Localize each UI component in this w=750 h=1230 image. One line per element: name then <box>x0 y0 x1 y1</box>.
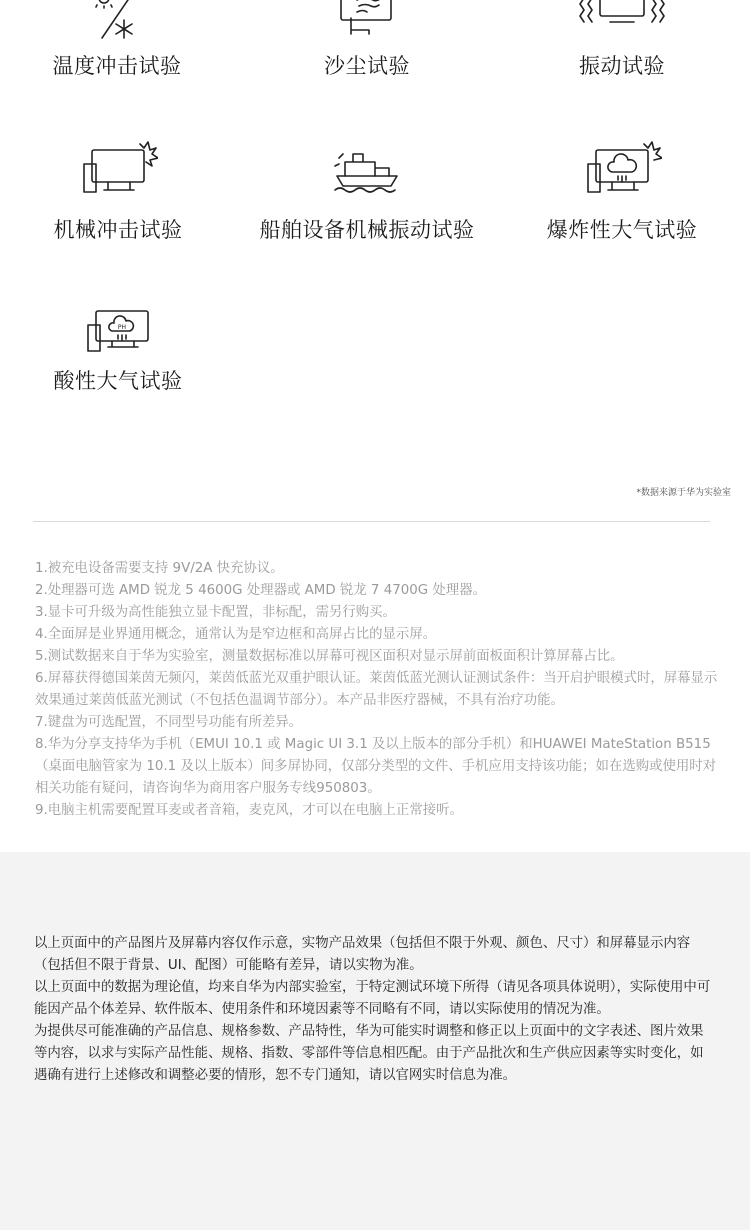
ship-vibration-icon <box>327 140 407 196</box>
footnote-item: 3.显卡可升级为高性能独立显卡配置，非标配，需另行购买。 <box>35 605 396 620</box>
test-item-mechanical-shock <box>0 140 243 244</box>
footnote-item: 6.屏幕获得德国莱茵无频闪，莱茵低蓝光双重护眼认证。莱茵低蓝光测认证测试条件：当开启护眼模式时，屏幕显示效果通过莱茵低蓝光测试（不包括色温调节部分）。本产品非医疗器械，不具有治疗功能。 <box>35 671 718 708</box>
divider <box>33 521 710 522</box>
mechanical-shock-icon <box>78 140 158 196</box>
test-label: 温度冲击试验 <box>52 54 182 78</box>
test-label: 船舶设备机械振动试验 <box>259 218 475 242</box>
test-label: 酸性大气试验 <box>53 369 183 393</box>
test-item-vibration <box>497 0 747 80</box>
disclaimer-paragraph: 以上页面中的数据为理论值，均来自华为内部实验室，于特定测试环境下所得（请见各项具体说明），实际使用中可能因产品个体差异、软件版本、使用条件和环境因素等不同略有不同，请以实际使用的情况为准。 <box>34 980 711 1017</box>
disclaimer-paragraph: 为提供尽可能准确的产品信息、规格参数、产品特性，华为可能实时调整和修正以上页面中的文字表述、图片效果等内容，以求与实际产品性能、规格、指数、零部件等信息相匹配。由于产品批次和生产供应因素等实时变化，如遇确有进行上述修改和调整必要的情形，恕不专门通知，请以官网实时信息为准。 <box>34 1024 704 1083</box>
sand-dust-icon <box>327 0 407 40</box>
environmental-tests-grid <box>0 0 750 470</box>
footnote-item: 7.键盘为可选配置，不同型号功能有所差异。 <box>35 715 303 730</box>
thermal-shock-icon <box>82 0 152 40</box>
disclaimer-paragraph: 以上页面中的产品图片及屏幕内容仅作示意，实物产品效果（包括但不限于外观、颜色、尺寸）和屏幕显示内容（包括但不限于背景、UI、配图）可能略有差异，请以实物为准。 <box>34 936 691 973</box>
footnote-item: 8.华为分享支持华为手机（EMUI 10.1 或 Magic UI 3.1 及以上版本的部分手机）和HUAWEI MateStation B515（桌面电脑管家为 10.1 及以上版本）间多屏协同，仅部分类型的文件、手机应用支持该功能；如在选购或使用时对相关功能有疑问，请咨询华为商用客户服务专线950803。 <box>35 737 717 796</box>
test-item-thermal-shock <box>0 0 242 80</box>
explosive-atmosphere-icon <box>582 140 662 196</box>
disclaimer-section <box>0 852 750 1230</box>
footnote-item: 2.处理器可选 AMD 锐龙 5 4600G 处理器或 AMD 锐龙 7 4700G 处理器。 <box>35 583 486 598</box>
test-label: 机械冲击试验 <box>53 218 183 242</box>
footnote-item: 4.全面屏是业界通用概念，通常认为是窄边框和高屏占比的显示屏。 <box>35 627 437 642</box>
vibration-icon <box>572 0 672 40</box>
test-label: 振动试验 <box>579 54 665 78</box>
footnote-item: 9.电脑主机需要配置耳麦或者音箱，麦克风，才可以在电脑上正常接听。 <box>35 803 463 818</box>
test-item-explosive-atmosphere <box>497 140 747 244</box>
test-label: 沙尘试验 <box>324 54 410 78</box>
acid-atmosphere-icon <box>78 305 158 353</box>
test-label: 爆炸性大气试验 <box>546 218 698 242</box>
test-item-ship-vibration <box>242 140 492 244</box>
footnotes-list <box>35 558 727 822</box>
data-source-note: *数据来源于华为实验室 <box>636 488 731 498</box>
footnote-item: 5.测试数据来自于华为实验室，测量数据标准以屏幕可视区面积对显示屏前面板面积计算屏幕占比。 <box>35 649 624 664</box>
svg-text:PH: PH <box>117 324 127 331</box>
test-item-acid-atmosphere <box>0 305 243 395</box>
test-item-sand-dust <box>242 0 492 80</box>
footnote-item: 1.被充电设备需要支持 9V/2A 快充协议。 <box>35 561 284 576</box>
